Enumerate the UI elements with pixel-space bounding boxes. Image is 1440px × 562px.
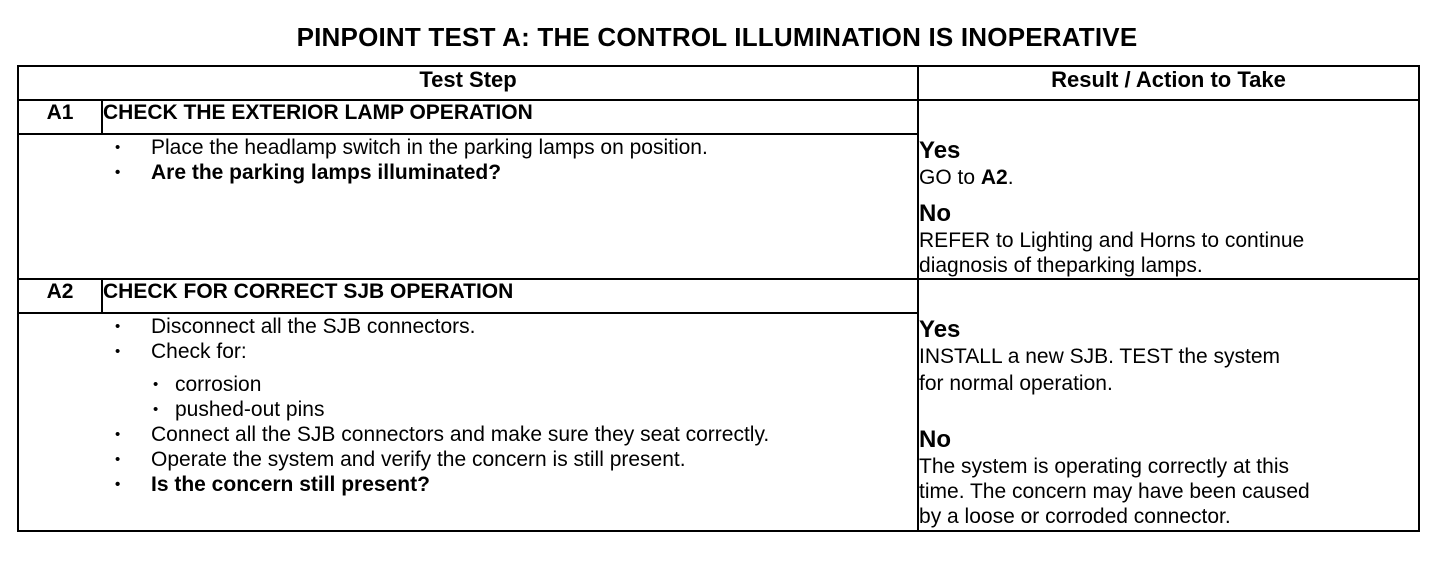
table-header-row xyxy=(18,66,1419,100)
result-yes-label-a1: Yes xyxy=(919,137,961,164)
list-item: • Check for: xyxy=(115,339,917,364)
result-cell-a1 xyxy=(918,100,1419,279)
result-no-text-a2-line3: by a loose or corroded connector. xyxy=(919,505,1231,528)
step-a1-title-row xyxy=(18,100,1419,134)
result-no-label-a2: No xyxy=(919,426,952,453)
step-title-a1: CHECK THE EXTERIOR LAMP OPERATION xyxy=(102,100,918,134)
result-no-text-a2-line1: The system is operating correctly at this xyxy=(919,455,1289,478)
result-cell-a2 xyxy=(918,279,1419,531)
yes-text-suffix: . xyxy=(1007,166,1014,189)
result-yes-text-a1 xyxy=(919,165,1418,190)
sub-list-item: • corrosion xyxy=(153,372,917,397)
header-result-action: Result / Action to Take xyxy=(918,66,1419,100)
list-item: • Disconnect all the SJB connectors. xyxy=(115,314,917,339)
list-item: • Place the headlamp switch in the parking lamps on position. xyxy=(115,135,917,160)
step-body-a2 xyxy=(18,313,918,531)
sub-list-item: • pushed-out pins xyxy=(153,397,917,422)
pinpoint-test-table xyxy=(17,65,1420,532)
result-no-label-a1: No xyxy=(919,200,952,227)
result-no-text-a1-line2: diagnosis of theparking lamps. xyxy=(919,254,1203,277)
result-no-text-a1-line1: REFER to Lighting and Horns to continue xyxy=(919,229,1305,252)
step-body-a1 xyxy=(18,134,918,279)
bullet-list-a2-continued xyxy=(19,422,917,497)
result-yes-text-a2-line2: for normal operation. xyxy=(919,372,1113,395)
bullet-list-a1 xyxy=(19,135,917,185)
yes-text-prefix: GO to xyxy=(919,166,981,189)
step-a2-title-row xyxy=(18,279,1419,313)
header-test-step: Test Step xyxy=(18,66,918,100)
bullet-list-a2 xyxy=(19,314,917,364)
result-yes-label-a2: Yes xyxy=(919,316,961,343)
result-no-text-a2-line2: time. The concern may have been caused xyxy=(919,480,1310,503)
step-reference-a2: A2 xyxy=(980,166,1008,189)
list-item-question: • Is the concern still present? xyxy=(115,472,917,497)
list-item-question: • Are the parking lamps illuminated? xyxy=(115,160,917,185)
list-item: • Operate the system and verify the concern is still present. xyxy=(115,447,917,472)
step-id-a2: A2 xyxy=(18,279,102,313)
page-title: PINPOINT TEST A: THE CONTROL ILLUMINATION IS INOPERATIVE xyxy=(296,22,1138,52)
result-yes-text-a2-line1: INSTALL a new SJB. TEST the system xyxy=(919,345,1281,368)
step-title-a2: CHECK FOR CORRECT SJB OPERATION xyxy=(102,279,918,313)
list-item: • Connect all the SJB connectors and make sure they seat correctly. xyxy=(115,422,917,447)
sub-bullet-list-a2 xyxy=(19,372,917,422)
step-id-a1: A1 xyxy=(18,100,102,134)
